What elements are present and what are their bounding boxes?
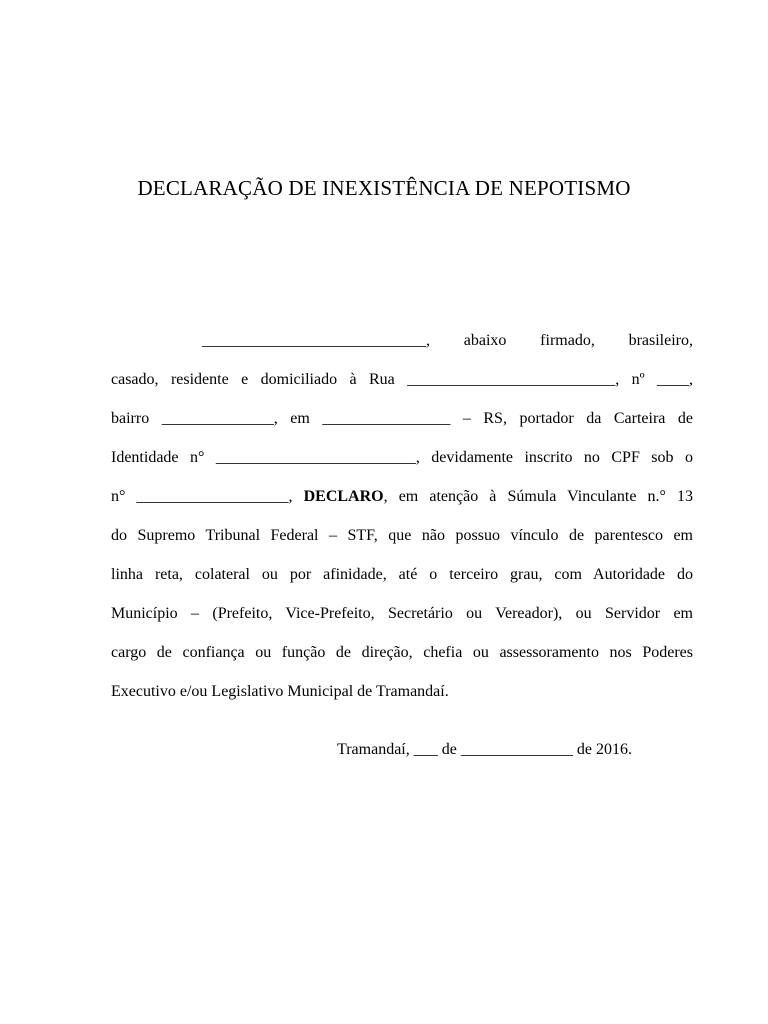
declaro-keyword: DECLARO <box>303 488 384 505</box>
paragraph-line-8: Município – (Prefeito, Vice-Prefeito, Secretário ou Vereador), ou Servidor em <box>111 605 693 622</box>
paragraph-line-9: cargo de confiança ou função de direção, chefia ou assessoramento nos Poderes <box>111 644 693 661</box>
date-line: Tramandaí, ___ de ______________ de 2016. <box>337 741 632 758</box>
cpf-number-blank: n° ___________________, <box>111 488 304 505</box>
paragraph-line-4: Identidade n° _________________________, devidamente inscrito no CPF sob o <box>111 449 693 466</box>
paragraph-line-10: Executivo e/ou Legislativo Municipal de Tramandaí. <box>111 683 449 700</box>
sumula-reference: , em atenção à Súmula Vinculante n.° 13 <box>383 488 693 505</box>
paragraph-line-2: casado, residente e domiciliado à Rua __________________________, nº ____, <box>111 371 693 388</box>
document-title: DECLARAÇÃO DE INEXISTÊNCIA DE NEPOTISMO <box>137 176 631 200</box>
paragraph-line-1: ____________________________, abaixo firmado, brasileiro, <box>202 332 693 349</box>
paragraph-line-6: do Supremo Tribunal Federal – STF, que não possuo vínculo de parentesco em <box>111 527 693 544</box>
paragraph-line-5 <box>111 487 693 507</box>
paragraph-line-3: bairro ______________, em ________________ – RS, portador da Carteira de <box>111 410 693 427</box>
paragraph-line-7: linha reta, colateral ou por afinidade, até o terceiro grau, com Autoridade do <box>111 566 693 583</box>
